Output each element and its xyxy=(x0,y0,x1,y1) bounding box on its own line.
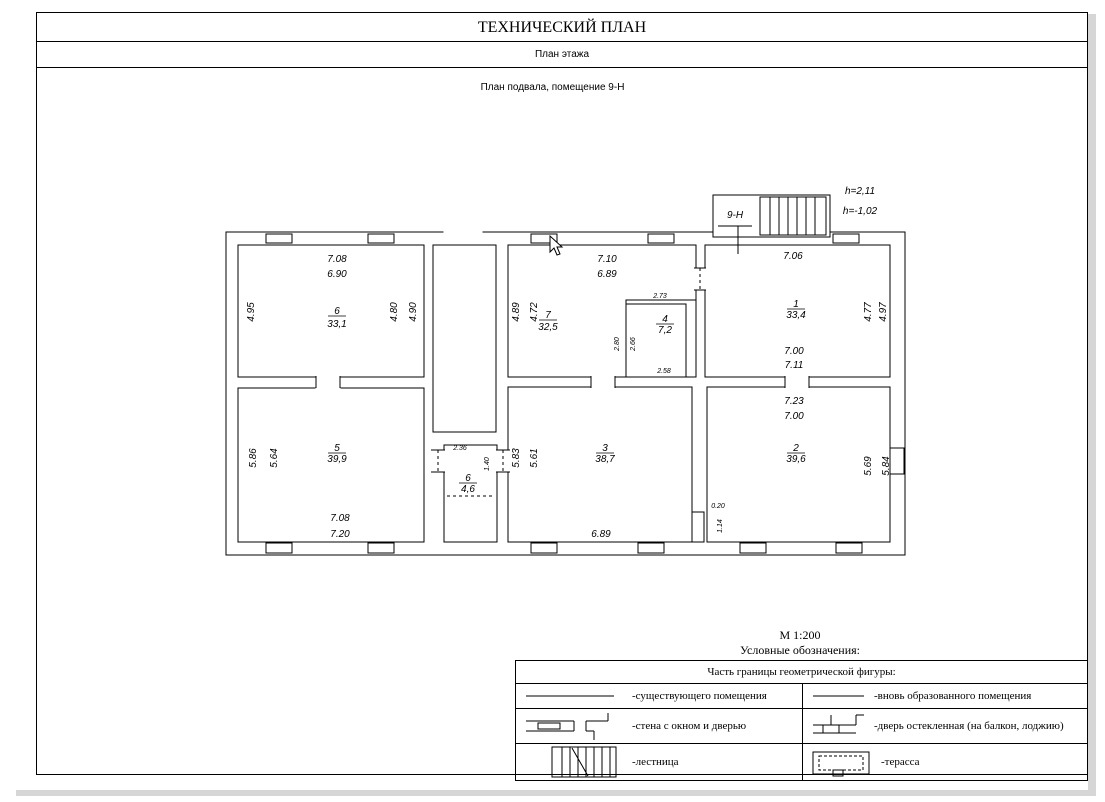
dim-label: 5.64 xyxy=(269,448,280,468)
dim-label: 4.89 xyxy=(511,302,522,322)
outer-wall xyxy=(226,232,905,555)
dim-label: 6.89 xyxy=(597,269,617,280)
room-area: 33,4 xyxy=(786,310,806,321)
scale-text: М 1:200 xyxy=(779,628,821,642)
dim-label: 4.80 xyxy=(389,302,400,322)
room-area: 4,6 xyxy=(461,484,475,495)
height-label-1: h=2,11 xyxy=(844,186,876,197)
stairs-icon xyxy=(524,746,624,778)
dim-label: 5.61 xyxy=(529,448,540,468)
room-number: 6 xyxy=(465,473,471,484)
room-area: 39,6 xyxy=(786,454,806,465)
document-subtitle: План этажа xyxy=(36,41,1088,68)
document-title: ТЕХНИЧЕСКИЙ ПЛАН xyxy=(36,12,1088,42)
dim-label: 4.72 xyxy=(529,302,540,322)
room-area: 32,5 xyxy=(538,322,558,333)
legend-item-new: -вновь образованного помещения xyxy=(803,684,1088,709)
dim-label: 7.10 xyxy=(597,254,617,265)
dim-label: 5.83 xyxy=(511,448,522,468)
terrace-icon xyxy=(811,746,873,778)
legend-item-glass-door: -дверь остекленная (на балкон, лоджию) xyxy=(803,709,1088,744)
dim-label: 7.08 xyxy=(330,513,350,524)
windows xyxy=(266,234,862,553)
dim-label: 2.66 xyxy=(630,337,637,351)
dim-label: 6.89 xyxy=(591,529,611,540)
dim-label: 1.40 xyxy=(484,457,491,471)
dim-label: 1.14 xyxy=(717,519,724,533)
room-number: 2 xyxy=(793,443,799,454)
dim-label: 4.90 xyxy=(408,302,419,322)
legend-item-wall: -стена с окном и дверью xyxy=(516,709,803,744)
dim-label: 7.00 xyxy=(784,411,804,422)
glass-door-icon xyxy=(811,711,866,741)
room-area: 39,9 xyxy=(327,454,347,465)
dim-label: 7.00 xyxy=(784,346,804,357)
room-number: 6 xyxy=(334,306,340,317)
legend-item-existing: -существующего помещения xyxy=(516,684,803,709)
legend-item-stairs: -лестница xyxy=(516,744,803,781)
legend-caption: Условные обозначения: xyxy=(739,643,861,657)
room-number: 5 xyxy=(334,443,340,454)
height-label-2: h=-1,02 xyxy=(842,206,878,217)
dim-label: 2.80 xyxy=(614,337,621,351)
dim-label: 5.86 xyxy=(248,448,259,468)
dim-label: 7.08 xyxy=(327,254,347,265)
legend-header: Часть границы геометрической фигуры: xyxy=(516,661,1088,684)
dim-label: 4.77 xyxy=(863,302,874,322)
unit-label: 9-Н xyxy=(726,210,744,221)
dim-label: 5.69 xyxy=(863,456,874,476)
thin-line-icon xyxy=(811,686,866,706)
corridor-shaft xyxy=(433,245,496,432)
dim-label: 2.58 xyxy=(657,368,671,375)
room-number: 3 xyxy=(602,443,608,454)
legend-table xyxy=(515,660,1088,781)
room-number: 1 xyxy=(793,299,799,310)
room-area: 33,1 xyxy=(327,319,347,330)
dim-label: 7.11 xyxy=(784,360,804,371)
room-area: 38,7 xyxy=(595,454,615,465)
dim-label: 7.23 xyxy=(784,396,804,407)
room-area: 7,2 xyxy=(658,325,672,336)
dim-label: 2.73 xyxy=(653,293,667,300)
plan-caption: План подвала, помещение 9-Н xyxy=(480,82,625,93)
room-number: 7 xyxy=(545,310,551,321)
wall-window-door-icon xyxy=(524,711,624,741)
solid-line-icon xyxy=(524,686,624,706)
dim-label: 7.20 xyxy=(330,529,350,540)
dim-label: 4.95 xyxy=(246,302,257,322)
room-number: 4 xyxy=(662,314,668,325)
legend-item-terrace: -терасса xyxy=(803,744,1088,781)
dim-label: 6.90 xyxy=(327,269,347,280)
dim-label: 7.06 xyxy=(783,251,803,262)
dim-label: 4.97 xyxy=(878,302,889,322)
dim-label: 5.84 xyxy=(881,456,892,476)
dim-label: 0.20 xyxy=(711,503,725,510)
dim-label: 2.36 xyxy=(453,445,467,452)
scale-block xyxy=(700,628,900,658)
